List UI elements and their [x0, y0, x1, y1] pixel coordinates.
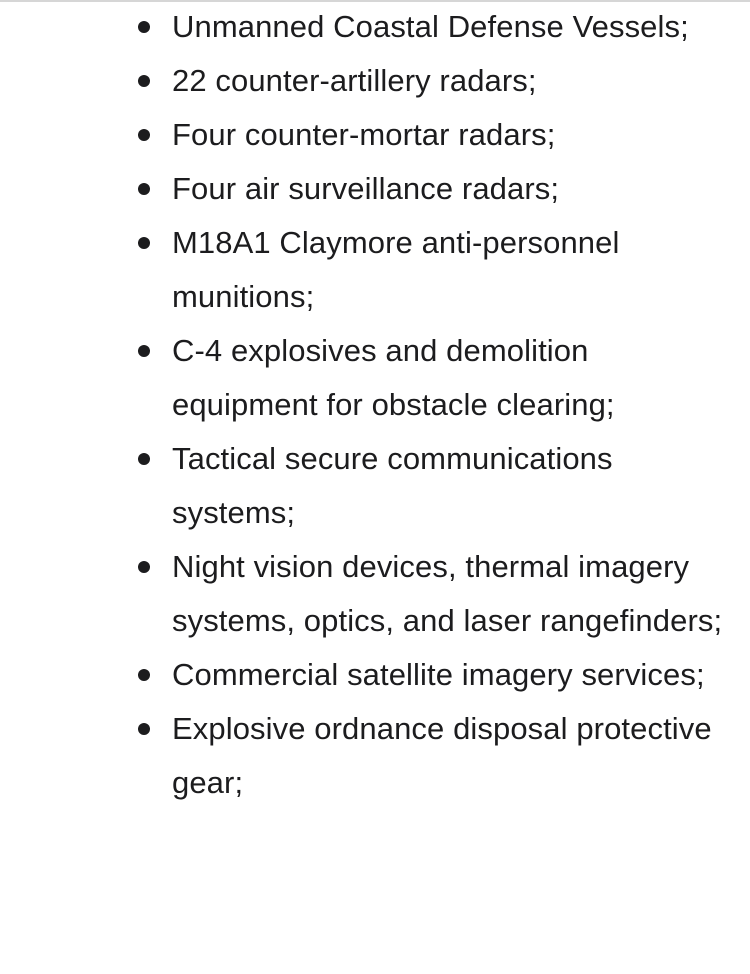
list-item	[172, 0, 732, 54]
list-item-text: Tactical secure communications systems;	[172, 441, 613, 530]
list-item	[172, 648, 732, 702]
list-item	[172, 324, 732, 432]
bullet-dot-icon	[138, 669, 150, 681]
list-item	[172, 108, 732, 162]
list-item-text: M18A1 Claymore anti-personnel munitions;	[172, 225, 620, 314]
list-item	[172, 216, 732, 324]
list-item-text: 22 counter-artillery radars;	[172, 63, 537, 98]
bullet-dot-icon	[138, 21, 150, 33]
bullet-dot-icon	[138, 75, 150, 87]
bullet-dot-icon	[138, 237, 150, 249]
list-item	[172, 162, 732, 216]
bullet-dot-icon	[138, 345, 150, 357]
list-item-text: Unmanned Coastal Defense Vessels;	[172, 9, 689, 44]
bullet-dot-icon	[138, 453, 150, 465]
equipment-bullet-list	[172, 0, 732, 810]
list-item-text: Commercial satellite imagery services;	[172, 657, 705, 692]
list-item	[172, 702, 732, 810]
bullet-dot-icon	[138, 183, 150, 195]
list-item	[172, 432, 732, 540]
bullet-dot-icon	[138, 723, 150, 735]
list-item-text: Night vision devices, thermal imagery systems, optics, and laser rangefinders;	[172, 549, 723, 638]
bullet-dot-icon	[138, 561, 150, 573]
list-item	[172, 540, 732, 648]
list-item	[172, 54, 732, 108]
list-item-text: Four air surveillance radars;	[172, 171, 560, 206]
list-item-text: Four counter-mortar radars;	[172, 117, 556, 152]
bullet-dot-icon	[138, 129, 150, 141]
list-item-text: Explosive ordnance disposal protective gear;	[172, 711, 712, 800]
list-item-text: C-4 explosives and demolition equipment for obstacle clearing;	[172, 333, 615, 422]
